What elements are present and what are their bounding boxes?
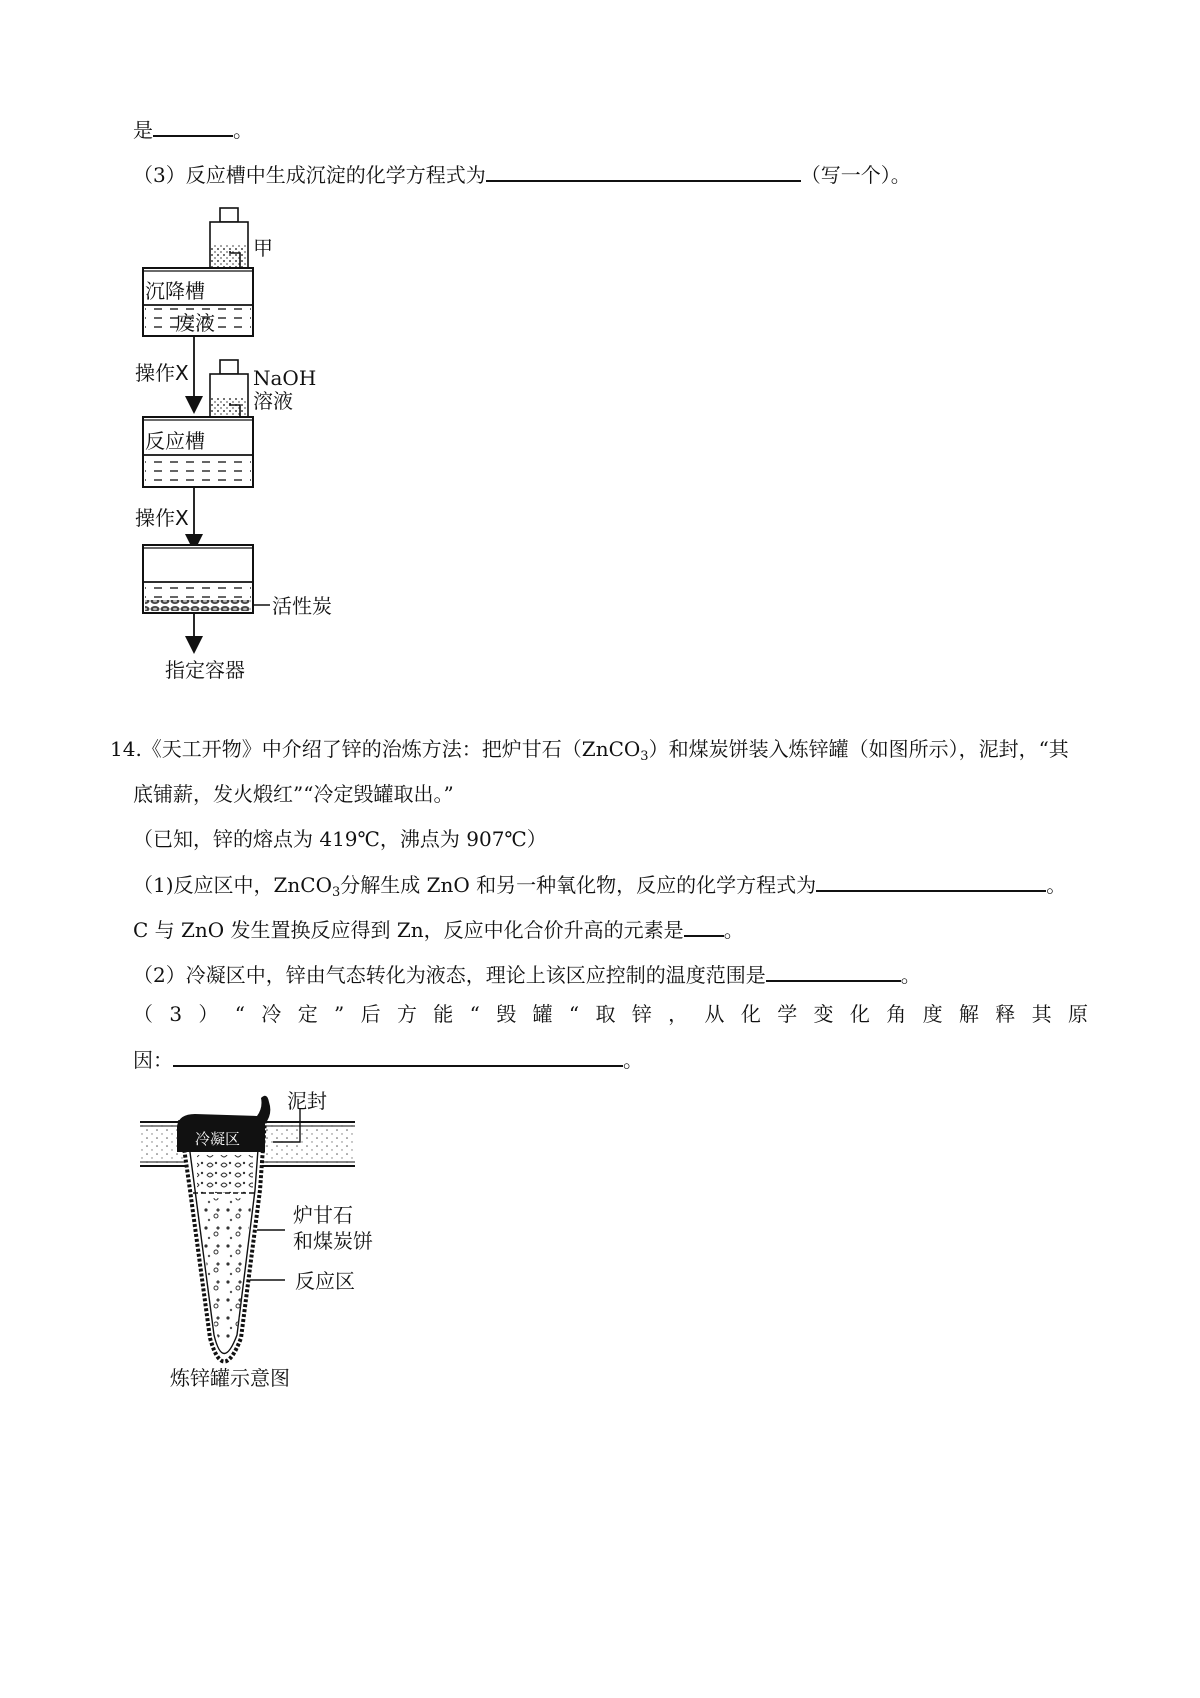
label-container: 指定容器 [165,658,245,682]
q14-intro-line-2: 底铺薪，发火煅红”“冷定毁罐取出。” [133,782,454,806]
label-solution: 溶液 [253,389,293,413]
label-mud-seal: 泥封 [287,1089,327,1113]
answer-blank[interactable] [816,870,1046,892]
q14-part3-line-2: 因： 。 [133,1045,643,1074]
answer-blank[interactable] [173,1045,623,1067]
label-reaction-zone: 反应区 [295,1269,355,1293]
label-operation-x-2: 操作X [135,506,189,530]
label-reaction-tank: 反应槽 [145,429,205,453]
label-operation-x-1: 操作X [135,361,189,385]
answer-blank[interactable] [153,115,233,137]
label-naoh: NaOH [253,366,317,390]
q14-part1-line-1: （1)反应区中，ZnCO$_3$分解生成 ZnO 和另一种氧化物，反应的化学方程式为 。 [133,870,1066,907]
filter-tank [143,545,270,613]
q14-intro-line-1: 14.《天工开物》中介绍了锌的治炼方法：把炉甘石（ZnCO$_3$）和煤炭饼装入炼锌罐（如图所示），泥封，“其 [110,737,1069,764]
label-condensation-zone: 冷凝区 [195,1130,241,1148]
process-diagram [120,205,520,705]
q14-part1-line-2: C 与 ZnO 发生置换反应得到 Zn，反应中化合价升高的元素是 。 [133,915,744,944]
label-calamine: 炉甘石 [293,1203,353,1227]
q14-part3-line-1: （ 3 ） “ 冷 定 ” 后 方 能 “ 毁 罐 “ 取 锌 ， 从 化 学 变 化 角 度 解 释 其 原 [133,1002,1088,1026]
q3-line: （3）反应槽中生成沉淀的化学方程式为 （写一个）。 [133,160,911,189]
zinc-smelting-pot-diagram [135,1080,455,1420]
answer-blank[interactable] [684,915,724,937]
label-coal-cake: 和煤炭饼 [293,1229,373,1253]
label-waste-liquid: 废液 [175,311,215,335]
figure-caption: 炼锌罐示意图 [170,1366,290,1390]
smelting-pot [180,1120,265,1362]
q14-known: （已知，锌的熔点为 419℃，沸点为 907℃） [133,827,547,851]
answer-blank[interactable] [766,960,901,982]
label-jia: 甲 [253,236,273,260]
label-settling-tank: 沉降槽 [145,279,205,303]
q2-tail-line: 是 。 [133,115,253,144]
answer-blank[interactable] [486,160,801,182]
q14-part2: （2）冷凝区中，锌由气态转化为液态，理论上该区应控制的温度范围是 。 [133,960,921,989]
label-activated-carbon: 活性炭 [272,594,332,618]
